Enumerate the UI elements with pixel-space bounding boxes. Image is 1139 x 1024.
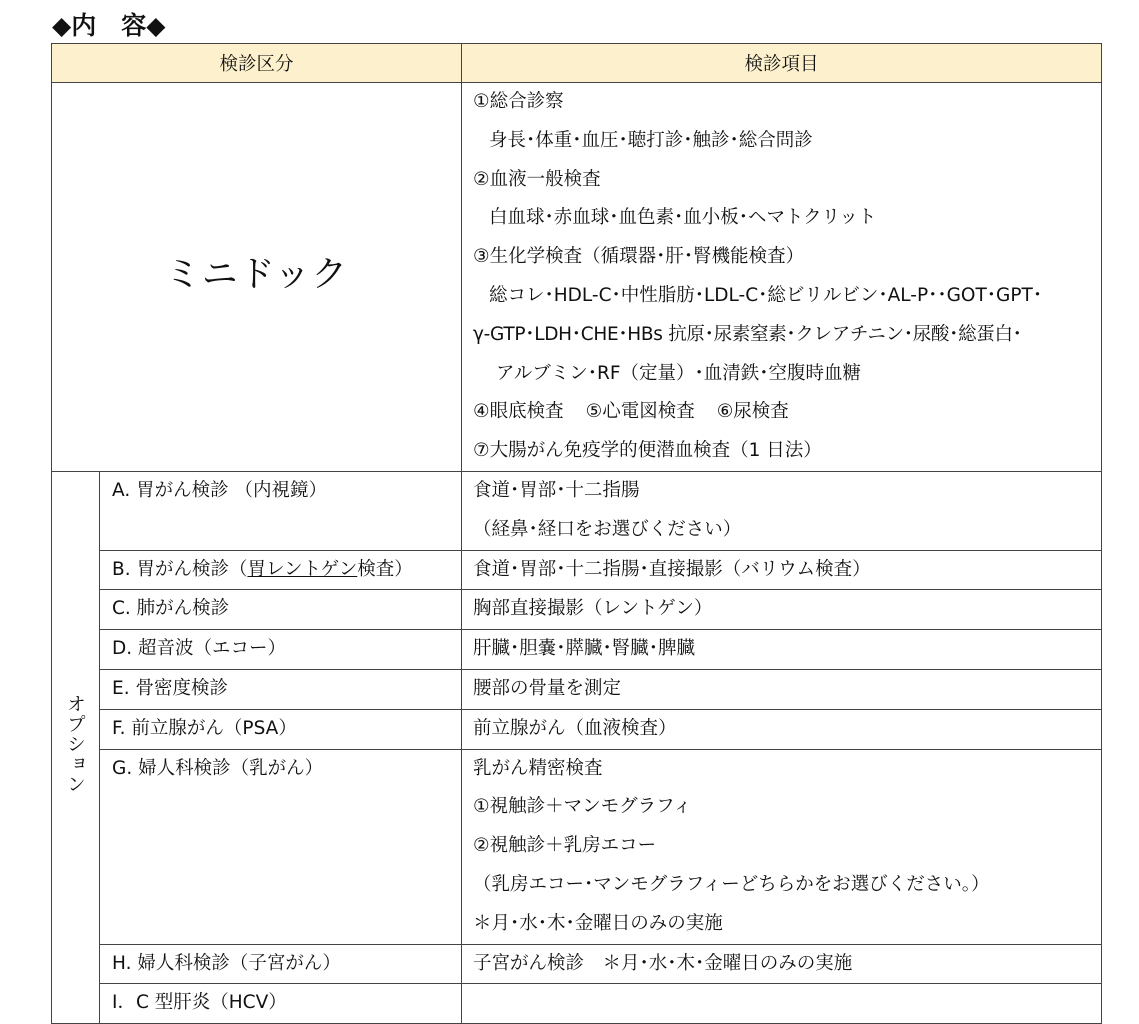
option-detail: 胸部直接撮影（レントゲン） [473, 598, 713, 620]
mini-dock-line: ③生化学検査（循環器･肝･腎機能検査） [473, 246, 805, 268]
mini-dock-row [52, 83, 1102, 472]
mini-dock-line: ⑤心電図検査 [585, 401, 695, 423]
option-name: E. 骨密度検診 [112, 677, 228, 699]
exam-table [51, 43, 1102, 1024]
option-name: H. 婦人科検診（子宮がん） [112, 952, 341, 974]
mini-dock-line: 総コレ･HDL-C･中性脂肪･LDL-C･総ビリルビン･AL-P･･GOT･GPT･ [489, 284, 1043, 306]
option-name-cell [100, 550, 462, 590]
option-name-cell [100, 749, 462, 944]
option-detail: 子宮がん検診 ＊月･水･木･金曜日のみの実施 [473, 952, 853, 974]
option-row-e [52, 669, 1102, 709]
option-detail: 食道･胃部･十二指腸･直接撮影（バリウム検査） [473, 558, 871, 580]
option-name-cell [100, 984, 462, 1024]
option-row-i [52, 984, 1102, 1024]
option-detail: 肝臓･胆嚢･膵臓･腎臓･脾臓 [473, 638, 696, 660]
option-detail-cell [462, 944, 1102, 984]
option-label-cell [52, 471, 100, 1023]
option-row-c [52, 590, 1102, 630]
mini-dock-line-multi [462, 393, 1101, 432]
option-name-cell [100, 630, 462, 670]
option-detail: 腰部の骨量を測定 [473, 677, 622, 699]
mini-dock-line: 白血球･赤血球･血色素･血小板･ヘマトクリット [489, 207, 877, 229]
option-name: I．C 型肝炎（HCV） [112, 992, 287, 1014]
option-detail-cell [462, 471, 1102, 550]
mini-dock-line: ①総合診察 [473, 91, 564, 112]
mini-dock-line: γ-GTP･LDH･CHE･HBs 抗原･尿素窒素･クレアチニン･尿酸･総蛋白･ [473, 323, 1022, 345]
option-detail: 食道･胃部･十二指腸 [473, 479, 640, 501]
option-label: オプション [64, 693, 86, 794]
option-detail: ①視触診＋マンモグラフィ [473, 796, 692, 818]
header-category: 検診区分 [52, 44, 462, 83]
option-row-f [52, 709, 1102, 749]
mini-dock-line: ②血液一般検査 [473, 168, 601, 190]
option-detail: 乳がん精密検査 [473, 757, 603, 779]
option-name: A. 胃がん検診 （内視鏡） [112, 479, 327, 501]
page-title: ◆内 容◆ [52, 11, 166, 40]
option-detail-cell [462, 630, 1102, 670]
option-row-h [52, 944, 1102, 984]
option-detail-cell [462, 669, 1102, 709]
option-name-cell [100, 590, 462, 630]
mini-dock-line: ⑦大腸がん免疫学的便潜血検査（1 日法） [473, 440, 822, 462]
option-name [100, 551, 461, 590]
table-header-row [52, 44, 1102, 83]
option-detail-cell [462, 590, 1102, 630]
mini-dock-items [462, 83, 1102, 472]
mini-dock-line: アルブミン･RF（定量）･血清鉄･空腹時血糖 [496, 362, 862, 384]
option-detail: 前立腺がん（血液検査） [473, 717, 677, 739]
option-name-cell [100, 471, 462, 550]
option-detail: ＊月･水･木･金曜日のみの実施 [473, 912, 723, 934]
option-detail-cell [462, 709, 1102, 749]
option-name-prefix: B. 胃がん検診（ [112, 558, 248, 580]
option-name: D. 超音波（エコー） [112, 638, 287, 660]
mini-dock-line: ④眼底検査 [473, 401, 564, 423]
option-row-b [52, 550, 1102, 590]
option-detail-cell [462, 984, 1102, 1024]
option-detail-empty [462, 984, 1101, 1023]
option-name-cell [100, 944, 462, 984]
option-detail: ②視触診＋乳房エコー [473, 835, 657, 857]
option-row-d [52, 630, 1102, 670]
mini-dock-line: 身長･体重･血圧･聴打診･触診･総合問診 [489, 129, 813, 151]
option-detail: （乳房エコー･マンモグラフィーどちらかをお選びください。） [473, 873, 990, 895]
mini-dock-name: ミニドック [52, 83, 462, 472]
option-detail-cell [462, 749, 1102, 944]
option-detail: （経鼻･経口をお選びください） [473, 518, 742, 540]
option-row-g [52, 749, 1102, 944]
option-name: C. 肺がん検診 [112, 598, 230, 620]
option-name: G. 婦人科検診（乳がん） [112, 757, 324, 779]
option-name: F. 前立腺がん（PSA） [112, 717, 297, 739]
option-name-underlined: 胃レントゲン [247, 558, 358, 580]
option-name-cell [100, 669, 462, 709]
option-name-suffix: 検査） [357, 558, 413, 580]
header-items: 検診項目 [462, 44, 1102, 83]
option-detail-cell [462, 550, 1102, 590]
mini-dock-line: ⑥尿検査 [716, 401, 789, 423]
option-row-a [52, 471, 1102, 550]
option-name-cell [100, 709, 462, 749]
